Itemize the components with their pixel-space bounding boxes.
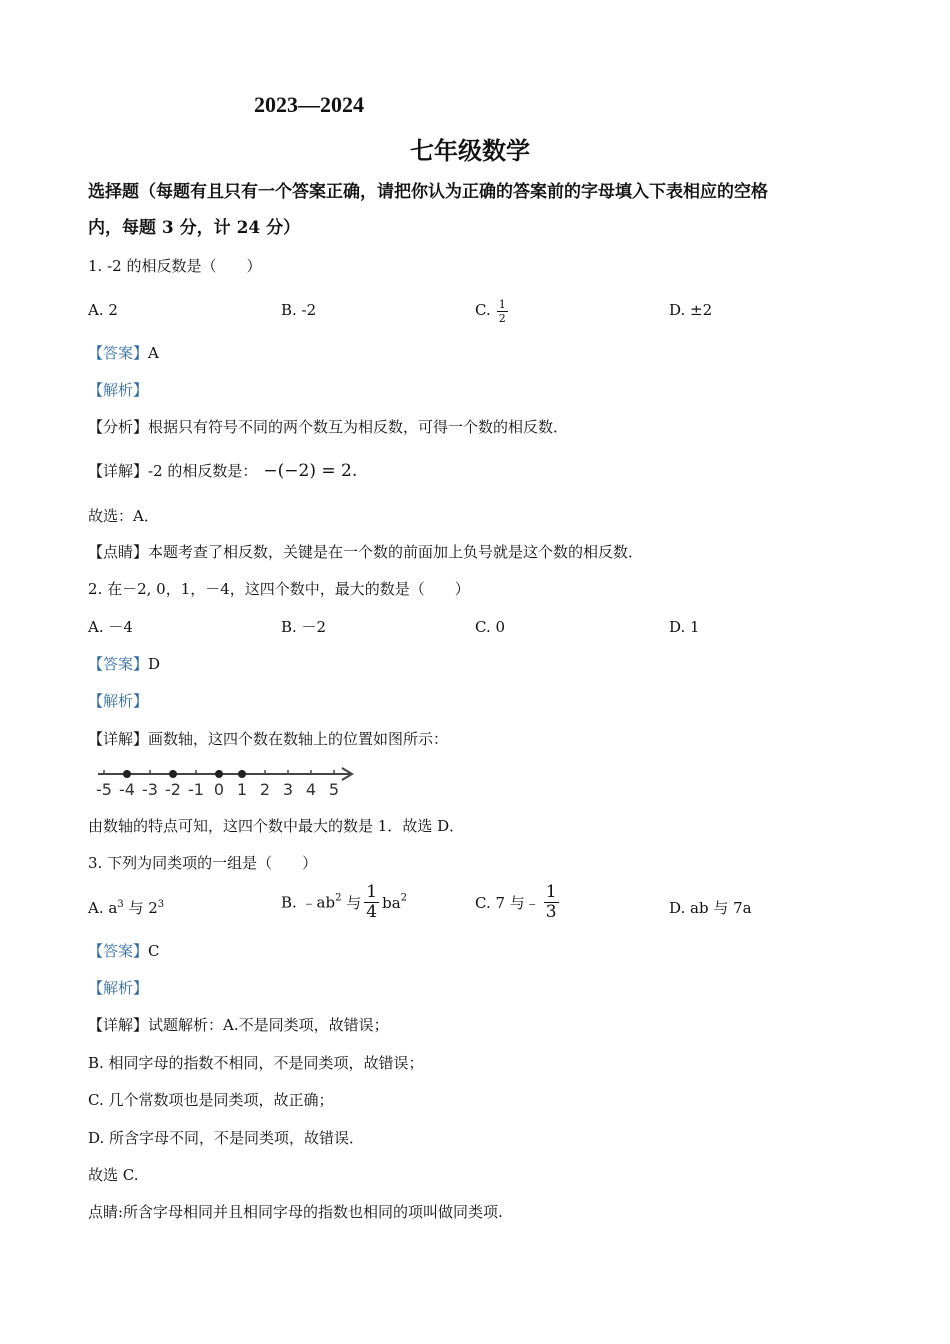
q2-conclusion: 由数轴的特点可知，这四个数中最大的数是 1．故选 D．	[88, 817, 465, 835]
q2-answer	[88, 654, 160, 674]
q1-stem: 1. -2 的相反数是（ ）	[88, 257, 262, 275]
fenxi-text: 根据只有符号不同的两个数互为相反数，可得一个数的相反数．	[148, 418, 569, 436]
number-line-tick-label: 4	[305, 780, 317, 799]
exam-year: 2023—2024	[254, 92, 364, 117]
answer-tag: 【答案】	[88, 344, 149, 362]
fraction-numerator: 1	[498, 297, 506, 311]
q3-comment: 点睛:所含字母相同并且相同字母的指数也相同的项叫做同类项.	[88, 1203, 503, 1221]
q1-option-c	[475, 298, 508, 324]
section-instruction-line2: 内，每题 3 分，计 24 分）	[88, 218, 301, 238]
q1-option-c-prefix: C.	[475, 301, 491, 319]
q3-answer	[88, 941, 160, 961]
q3-b-post: ba	[382, 893, 401, 912]
q3-analysis-tag: 【解析】	[88, 979, 149, 997]
q1-answer	[88, 343, 159, 363]
q1-option-b: B. -2	[281, 301, 317, 319]
q2-options	[88, 615, 868, 655]
answer-value: D	[148, 655, 161, 673]
number-line-tick-label: 3	[282, 780, 294, 799]
answer-tag: 【答案】	[88, 655, 149, 673]
q3-b-mid: 与	[341, 893, 362, 912]
q3-detail	[88, 1015, 389, 1035]
number-line-tick-label: 1	[236, 780, 248, 799]
number-line-tick-label: 5	[328, 780, 340, 799]
q3-option-d: D. ab 与 7a	[669, 899, 752, 917]
number-line-point	[169, 770, 177, 778]
q1-option-d: D. ±2	[669, 301, 713, 319]
q3-line-b: B. 相同字母的指数不相同，不是同类项，故错误；	[88, 1054, 424, 1072]
q1-detail	[88, 459, 357, 483]
number-line-point	[123, 770, 131, 778]
q3-option-c	[475, 884, 559, 921]
q3-choose: 故选 C.	[88, 1166, 139, 1184]
q3-a-mid: 与 2	[123, 899, 158, 917]
fraction-numerator: 1	[545, 882, 557, 902]
section-instruction-line1: 选择题（每题有且只有一个答案正确，请把你认为正确的答案前的字母填入下表相应的空格	[88, 182, 768, 202]
number-line-tick-label: 0	[213, 780, 225, 799]
q3-a-sup1: 3	[117, 899, 124, 910]
q2-detail	[88, 729, 448, 749]
exam-title: 七年级数学	[410, 136, 530, 165]
q1-options	[88, 298, 868, 338]
answer-value: C	[148, 942, 160, 960]
q3-stem: 3. 下列为同类项的一组是（ ）	[88, 854, 318, 872]
q1-choose: 故选：A．	[88, 507, 159, 525]
q3-a-sup2: 3	[157, 899, 165, 910]
q3-option-b	[281, 884, 407, 921]
q2-option-c: C. 0	[475, 618, 506, 636]
answer-value: A	[148, 344, 159, 362]
q1-option-c-fraction	[497, 299, 508, 324]
fraction-denominator: 2	[498, 311, 506, 325]
fraction-denominator: 3	[545, 902, 557, 922]
q3-option-b-fraction	[364, 884, 379, 921]
fraction-denominator: 4	[366, 902, 378, 922]
q3-line-c: C. 几个常数项也是同类项，故正确；	[88, 1091, 334, 1109]
detail-text: 画数轴，这四个数在数轴上的位置如图所示：	[148, 730, 449, 748]
detail-tag: 【详解】	[88, 1016, 149, 1034]
detail-tag: 【详解】	[88, 730, 149, 748]
q3-c-pre: C. 7 与﹣	[475, 893, 540, 912]
q3-b-pre: B. ﹣ab	[281, 893, 336, 912]
number-line-tick-label: -3	[142, 780, 158, 799]
number-line-point	[215, 770, 223, 778]
q1-analysis-tag: 【解析】	[88, 381, 149, 399]
q3-b-sup1: 2	[335, 892, 342, 904]
q1-comment	[88, 542, 643, 562]
detail-math: −(−2) = 2.	[263, 461, 358, 481]
detail-text: -2 的相反数是：	[148, 462, 258, 480]
number-line-tick-label: -5	[96, 780, 112, 799]
q2-analysis-tag: 【解析】	[88, 692, 149, 710]
q2-option-d: D. 1	[669, 618, 700, 636]
q3-a-pre: A. a	[88, 899, 118, 917]
number-line-figure	[92, 762, 362, 802]
detail-text: 试题解析：A.不是同类项，故错误；	[148, 1016, 389, 1034]
number-line-tick-label: 2	[259, 780, 271, 799]
number-line-tick-label: -2	[165, 780, 181, 799]
number-line-labels	[96, 780, 339, 799]
q2-option-a: A. －4	[88, 618, 133, 636]
q3-option-a	[88, 896, 164, 920]
q3-line-d: D. 所含字母不同，不是同类项，故错误．	[88, 1129, 365, 1147]
fraction-numerator: 1	[366, 882, 378, 902]
q3-b-sup2: 2	[400, 892, 408, 904]
q3-options	[88, 884, 868, 932]
number-line-tick-label: -4	[119, 780, 135, 799]
q2-stem: 2. 在－2, 0，1，－4，这四个数中，最大的数是（ ）	[88, 580, 470, 598]
q1-option-a: A. 2	[88, 301, 118, 319]
comment-tag: 【点睛】	[88, 543, 149, 561]
number-line-tick-label: -1	[188, 780, 204, 799]
number-line-point	[238, 770, 246, 778]
q1-fenxi	[88, 417, 568, 437]
detail-tag: 【详解】	[88, 462, 149, 480]
q3-option-c-fraction	[544, 884, 559, 921]
comment-text: 本题考查了相反数，关键是在一个数的前面加上负号就是这个数的相反数．	[148, 543, 644, 561]
answer-tag: 【答案】	[88, 942, 149, 960]
fenxi-tag: 【分析】	[88, 418, 149, 436]
q2-option-b: B. －2	[281, 618, 327, 636]
